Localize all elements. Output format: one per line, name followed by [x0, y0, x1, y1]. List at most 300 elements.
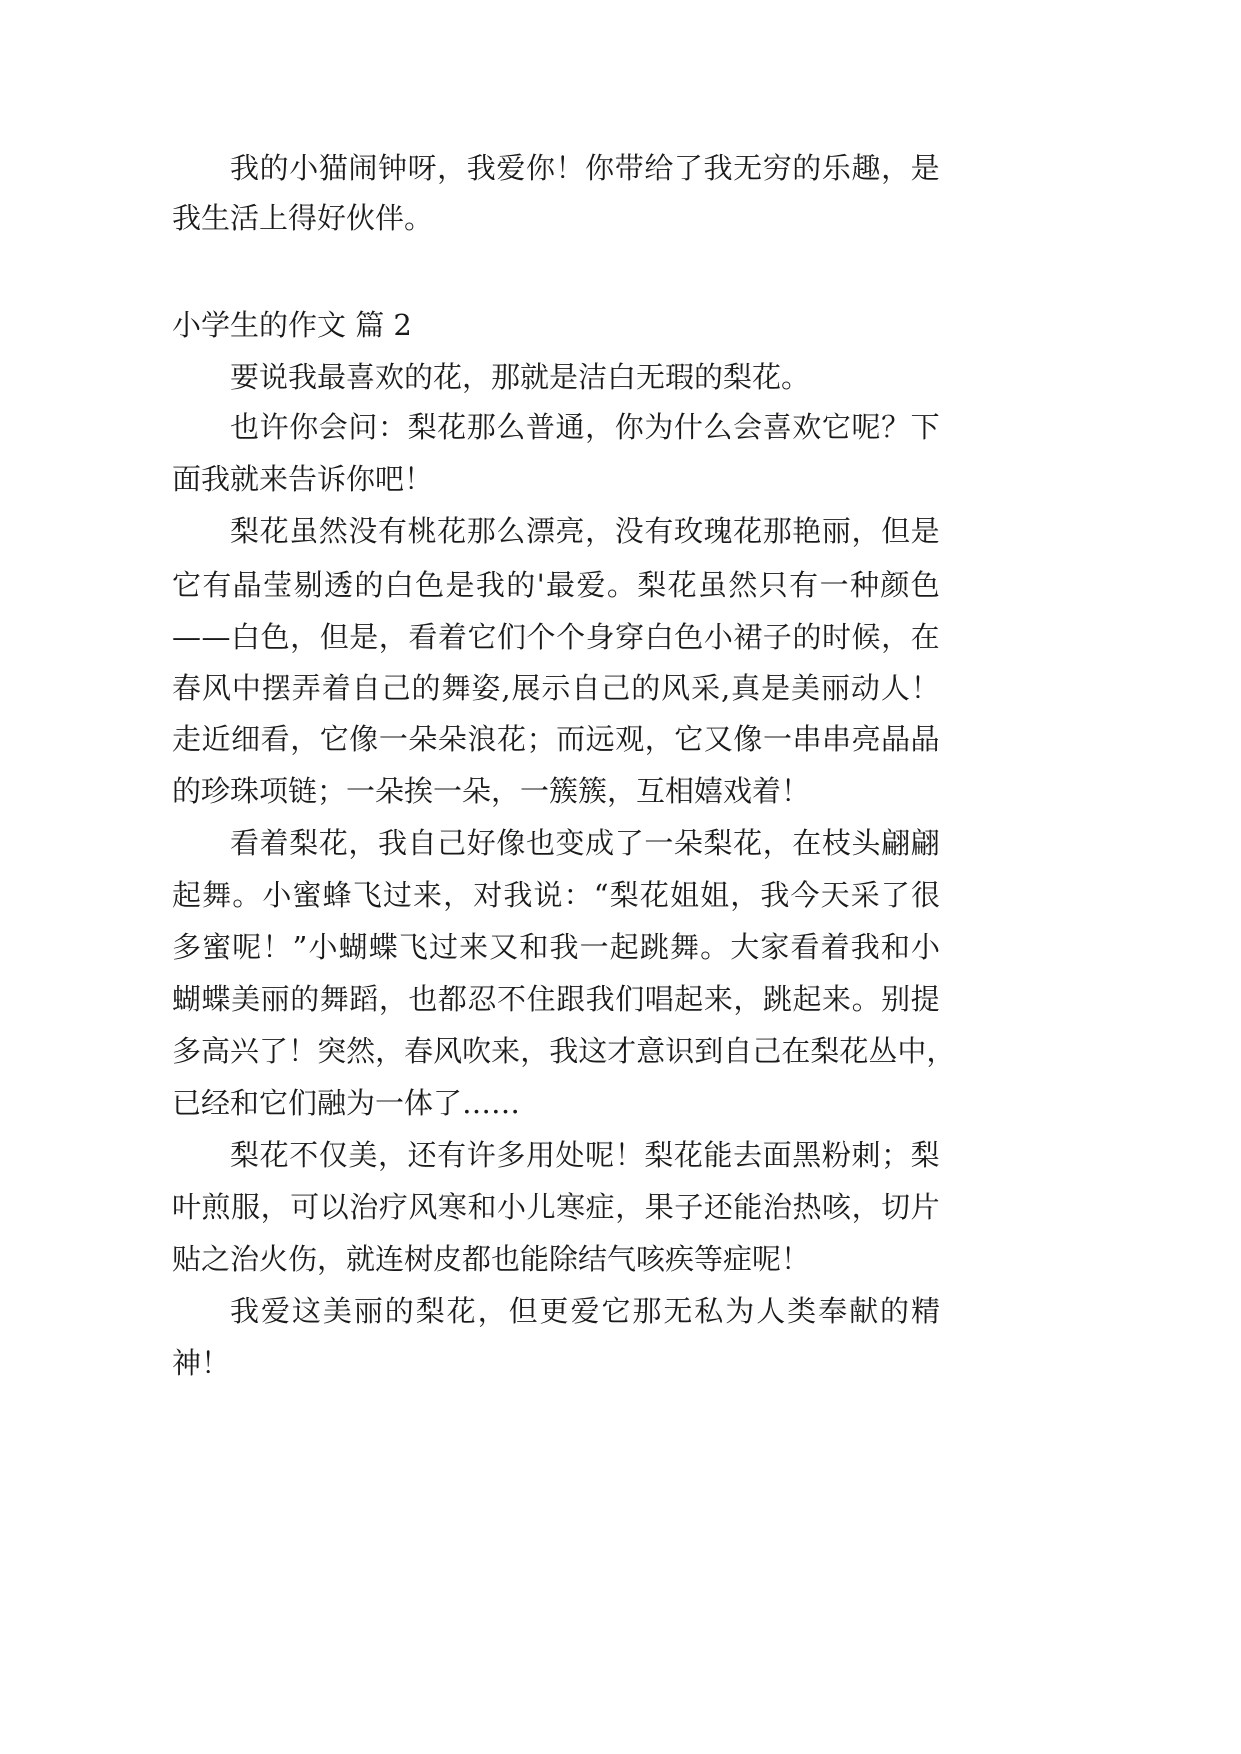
text-glyph: 我 — [475, 568, 505, 602]
text-glyph: 是 — [910, 514, 940, 548]
text-glyph: 风 — [201, 671, 231, 705]
text-glyph: 翩 — [910, 826, 940, 860]
text-glyph: 能 — [703, 1138, 733, 1172]
text-glyph: 什 — [673, 410, 703, 444]
text-glyph: ！ — [614, 1138, 644, 1172]
text-glyph: 这 — [291, 1294, 321, 1328]
paragraph-line — [230, 513, 940, 549]
text-glyph: 唱 — [644, 982, 674, 1016]
text-glyph: 你 — [614, 410, 644, 444]
text-glyph: 时 — [822, 620, 852, 654]
text-glyph: 亮 — [851, 722, 881, 756]
text-glyph: 蝴 — [338, 930, 368, 964]
text-glyph: 有 — [644, 514, 674, 548]
text-glyph: 我 — [466, 151, 496, 185]
text-glyph: 看 — [790, 930, 820, 964]
text-glyph: 一 — [378, 722, 408, 756]
text-glyph: ， — [881, 620, 911, 654]
text-glyph: 舞 — [202, 878, 232, 912]
text-glyph: 风 — [661, 671, 691, 705]
text-glyph: 一 — [644, 826, 674, 860]
paragraph-line — [172, 567, 940, 603]
text-glyph: 舞 — [441, 671, 471, 705]
text-glyph: 色 — [910, 568, 940, 602]
text-glyph: ： — [377, 410, 407, 444]
text-glyph: ， — [348, 826, 378, 860]
text-glyph: 和 — [519, 930, 549, 964]
text-glyph: 梨 — [230, 514, 260, 548]
text-glyph: 朵 — [437, 722, 467, 756]
text-glyph: 白 — [231, 620, 261, 654]
text-glyph: 高 — [201, 1034, 231, 1068]
text-glyph: 蜜 — [202, 930, 232, 964]
text-glyph: 种 — [849, 568, 879, 602]
text-glyph: 的 — [411, 671, 441, 705]
text-glyph: 但 — [881, 514, 911, 548]
text-glyph: 会 — [733, 410, 763, 444]
text-glyph: 漂 — [525, 514, 555, 548]
text-glyph: 它 — [172, 568, 202, 602]
text-glyph: 。 — [851, 982, 881, 1016]
text-glyph: 小 — [308, 930, 338, 964]
text-glyph: 近 — [201, 722, 231, 756]
text-glyph: 可 — [290, 1190, 320, 1224]
text-glyph: 风 — [408, 1190, 438, 1224]
text-glyph: ！ — [262, 930, 292, 964]
text-glyph: 姿 — [471, 671, 501, 705]
text-glyph: 花 — [667, 568, 697, 602]
text-glyph: 了 — [614, 826, 644, 860]
text-glyph: 爱 — [570, 1294, 600, 1328]
text-glyph: 串 — [792, 722, 822, 756]
text-glyph: 透 — [323, 568, 353, 602]
text-glyph: 是 — [761, 671, 791, 705]
text-glyph: 以 — [319, 1190, 349, 1224]
text-glyph: 它 — [674, 722, 704, 756]
text-glyph: 穷 — [762, 151, 792, 185]
text-glyph: 跳 — [639, 930, 669, 964]
text-glyph: 自 — [351, 671, 381, 705]
text-glyph: 像 — [349, 722, 379, 756]
text-glyph: 一 — [579, 930, 609, 964]
text-glyph: 远 — [585, 722, 615, 756]
text-glyph: 还 — [703, 1190, 733, 1224]
text-glyph: 来 — [459, 930, 489, 964]
text-glyph: 小 — [289, 151, 319, 185]
text-glyph: 梨 — [637, 568, 667, 602]
text-glyph: 己 — [437, 826, 467, 860]
text-glyph: 花 — [446, 1294, 476, 1328]
text-glyph: ？ — [881, 410, 911, 444]
text-glyph: 梨 — [609, 878, 639, 912]
text-glyph: 钟 — [377, 151, 407, 185]
text-glyph: 蝴 — [172, 982, 202, 1016]
text-glyph: 然 — [346, 1034, 376, 1068]
text-glyph: 姐 — [669, 878, 699, 912]
text-glyph: ， — [290, 620, 320, 654]
text-glyph: 了 — [673, 151, 703, 185]
text-glyph: 己 — [381, 671, 411, 705]
text-glyph: 我 — [760, 878, 790, 912]
text-glyph: 桃 — [407, 514, 437, 548]
text-glyph: 在 — [781, 1034, 811, 1068]
paragraph-line: 的珍珠项链；一朵挨一朵，一簇簇，互相嬉戏着！ — [172, 774, 811, 808]
text-glyph: 突 — [317, 1034, 347, 1068]
text-glyph: ， — [437, 151, 467, 185]
text-glyph: 梨 — [910, 1138, 940, 1172]
text-glyph: 和 — [880, 930, 910, 964]
text-glyph: 叶 — [172, 1190, 202, 1224]
text-glyph: 跳 — [762, 982, 792, 1016]
text-glyph: 那 — [762, 514, 792, 548]
text-glyph: 是 — [349, 620, 379, 654]
text-glyph: 春 — [172, 671, 202, 705]
text-glyph: 花 — [497, 722, 527, 756]
text-glyph: 中 — [231, 671, 261, 705]
text-glyph: 瑰 — [703, 514, 733, 548]
text-glyph: 爱 — [576, 568, 606, 602]
text-glyph: 丽 — [821, 514, 851, 548]
text-glyph: 爱 — [260, 1294, 290, 1328]
text-glyph: 给 — [644, 151, 674, 185]
text-glyph: 意 — [636, 1034, 666, 1068]
text-glyph: 花 — [733, 514, 763, 548]
text-glyph: 姐 — [700, 878, 730, 912]
text-glyph: 爱 — [496, 151, 526, 185]
text-glyph: 舞 — [669, 930, 699, 964]
text-glyph: 花 — [839, 1034, 869, 1068]
section-heading: 小学生的作文 篇 2 — [172, 308, 412, 342]
text-glyph: 裙 — [733, 620, 763, 654]
text-glyph: 来 — [703, 982, 733, 1016]
text-glyph: 么 — [703, 410, 733, 444]
text-glyph: 色 — [415, 568, 445, 602]
text-glyph: 吹 — [462, 1034, 492, 1068]
text-glyph: 观 — [615, 722, 645, 756]
text-glyph: 有 — [377, 514, 407, 548]
text-glyph: 煎 — [201, 1190, 231, 1224]
text-glyph: 不 — [289, 1138, 319, 1172]
text-glyph: 花 — [437, 410, 467, 444]
text-glyph: 但 — [319, 620, 349, 654]
text-glyph: 还 — [407, 1138, 437, 1172]
text-glyph: , — [501, 671, 511, 705]
text-glyph: 奉 — [818, 1294, 848, 1328]
text-glyph: 动 — [850, 671, 880, 705]
text-glyph: 又 — [489, 930, 519, 964]
text-glyph: 们 — [496, 620, 526, 654]
text-glyph: 你 — [289, 410, 319, 444]
text-glyph: 翩 — [881, 826, 911, 860]
text-glyph: 能 — [733, 1190, 763, 1224]
text-glyph: 会 — [318, 410, 348, 444]
text-glyph: 通 — [555, 410, 585, 444]
text-glyph: 果 — [644, 1190, 674, 1224]
text-glyph: 但 — [508, 1294, 538, 1328]
text-glyph: ； — [881, 1138, 911, 1172]
text-glyph: 是 — [445, 568, 475, 602]
text-glyph: 候 — [851, 620, 881, 654]
text-glyph: 用 — [525, 1138, 555, 1172]
text-glyph: 着 — [259, 826, 289, 860]
text-glyph: ； — [526, 722, 556, 756]
paragraph-line: 要说我最喜欢的花，那就是洁白无瑕的梨花。 — [230, 360, 811, 394]
text-glyph: 自 — [571, 671, 601, 705]
text-glyph: 了 — [880, 878, 910, 912]
text-glyph: 己 — [601, 671, 631, 705]
text-glyph: 我 — [549, 1034, 579, 1068]
text-glyph: 为 — [644, 410, 674, 444]
text-glyph: 梨 — [230, 1138, 260, 1172]
text-glyph: 然 — [318, 514, 348, 548]
text-glyph: 朵 — [408, 722, 438, 756]
text-glyph: 许 — [466, 1138, 496, 1172]
text-glyph: 来 — [413, 878, 443, 912]
paragraph-line — [230, 409, 940, 445]
text-glyph: 的 — [792, 151, 822, 185]
text-glyph: 飞 — [352, 878, 382, 912]
text-glyph: 带 — [614, 151, 644, 185]
text-glyph: 子 — [762, 620, 792, 654]
text-glyph: 是 — [910, 151, 940, 185]
text-glyph: 梨 — [415, 1294, 445, 1328]
text-glyph: 示 — [541, 671, 571, 705]
text-glyph: 有 — [437, 1138, 467, 1172]
text-glyph: 趣 — [851, 151, 881, 185]
text-glyph: 人 — [880, 671, 910, 705]
text-glyph: 来 — [491, 1034, 521, 1068]
text-glyph: 提 — [910, 982, 940, 1016]
text-glyph: 它 — [821, 410, 851, 444]
text-glyph: 精 — [910, 1294, 940, 1328]
text-glyph: 面 — [762, 1138, 792, 1172]
text-glyph: 许 — [259, 410, 289, 444]
text-glyph: 也 — [408, 982, 438, 1016]
text-glyph: ， — [377, 1138, 407, 1172]
text-glyph: 呀 — [407, 151, 437, 185]
text-glyph: 热 — [792, 1190, 822, 1224]
text-glyph: ， — [260, 1190, 290, 1224]
text-glyph: 治 — [349, 1190, 379, 1224]
text-glyph: 看 — [408, 620, 438, 654]
text-glyph: 的 — [506, 568, 536, 602]
text-glyph: 身 — [585, 620, 615, 654]
text-glyph: 的 — [631, 671, 661, 705]
text-glyph: 像 — [733, 722, 763, 756]
text-glyph: 我 — [230, 1294, 260, 1328]
paragraph-line — [172, 929, 940, 965]
text-glyph: ” — [292, 930, 308, 964]
text-glyph: 咳 — [822, 1190, 852, 1224]
text-glyph: 也 — [230, 410, 260, 444]
text-glyph: 了 — [259, 1034, 289, 1068]
text-glyph: 寒 — [556, 1190, 586, 1224]
text-glyph: 然 — [728, 568, 758, 602]
text-glyph: 小 — [497, 1190, 527, 1224]
paragraph-line: 神！ — [172, 1346, 231, 1380]
text-glyph: 丽 — [260, 982, 290, 1016]
text-glyph: 喜 — [762, 410, 792, 444]
text-glyph: ！ — [288, 1034, 318, 1068]
paragraph-line — [230, 825, 940, 861]
text-glyph: 跟 — [556, 982, 586, 1016]
text-glyph: 丛 — [868, 1034, 898, 1068]
text-glyph: 在 — [792, 826, 822, 860]
text-glyph: — — [201, 620, 231, 654]
text-glyph: ， — [520, 1034, 550, 1068]
text-glyph: 丽 — [820, 671, 850, 705]
text-glyph: ： — [563, 878, 593, 912]
paragraph-line: 已经和它们融为一体了…… — [172, 1086, 521, 1120]
text-glyph: 治 — [762, 1190, 792, 1224]
text-glyph: 我 — [585, 982, 615, 1016]
text-glyph: 我 — [850, 930, 880, 964]
text-glyph: 兴 — [230, 1034, 260, 1068]
text-glyph: 采 — [691, 671, 721, 705]
text-glyph: 白 — [644, 620, 674, 654]
text-glyph: 起 — [792, 982, 822, 1016]
text-glyph: ， — [585, 410, 615, 444]
text-glyph: 过 — [428, 930, 458, 964]
text-glyph: 虽 — [698, 568, 728, 602]
text-glyph: 摆 — [261, 671, 291, 705]
text-glyph: 私 — [694, 1294, 724, 1328]
text-glyph: ， — [477, 1294, 507, 1328]
text-glyph: 花 — [437, 514, 467, 548]
text-glyph: 都 — [437, 982, 467, 1016]
text-glyph: 晶 — [232, 568, 262, 602]
text-glyph: 亮 — [555, 514, 585, 548]
text-glyph: ！ — [910, 671, 940, 705]
text-glyph: 献 — [849, 1294, 879, 1328]
text-glyph: ， — [375, 1034, 405, 1068]
text-glyph: 剔 — [293, 568, 323, 602]
text-glyph: 蝶 — [368, 930, 398, 964]
text-glyph: 更 — [539, 1294, 569, 1328]
text-glyph: 晶 — [881, 722, 911, 756]
text-glyph: 看 — [260, 722, 290, 756]
text-glyph: 乐 — [821, 151, 851, 185]
text-glyph: 过 — [382, 878, 412, 912]
text-glyph: 普 — [525, 410, 555, 444]
text-glyph: 美 — [322, 1294, 352, 1328]
text-glyph: 寒 — [437, 1190, 467, 1224]
paragraph-line — [172, 1033, 956, 1069]
text-glyph: 。 — [232, 878, 262, 912]
text-glyph: 家 — [760, 930, 790, 964]
text-glyph: 蹈 — [349, 982, 379, 1016]
paragraph-line — [172, 619, 940, 655]
text-glyph: 看 — [230, 826, 260, 860]
text-glyph: 展 — [511, 671, 541, 705]
text-glyph: 美 — [348, 1138, 378, 1172]
text-glyph: 人 — [756, 1294, 786, 1328]
text-glyph: 成 — [585, 826, 615, 860]
text-glyph: 不 — [497, 982, 527, 1016]
text-glyph: 才 — [607, 1034, 637, 1068]
text-glyph: 舞 — [319, 982, 349, 1016]
text-glyph: 粉 — [821, 1138, 851, 1172]
text-glyph: 的 — [880, 1294, 910, 1328]
text-glyph: 美 — [791, 671, 821, 705]
text-glyph: 己 — [752, 1034, 782, 1068]
text-glyph: 小 — [910, 930, 940, 964]
text-glyph: 自 — [723, 1034, 753, 1068]
text-glyph: 小 — [262, 878, 292, 912]
text-glyph: ， — [881, 151, 911, 185]
text-glyph: 那 — [466, 410, 496, 444]
text-glyph: 虽 — [289, 514, 319, 548]
text-glyph: 花 — [259, 514, 289, 548]
text-glyph: 飞 — [398, 930, 428, 964]
text-glyph: 服 — [231, 1190, 261, 1224]
text-glyph: 艳 — [792, 514, 822, 548]
text-glyph: 色 — [260, 620, 290, 654]
text-glyph: ！ — [555, 151, 585, 185]
text-glyph: 它 — [601, 1294, 631, 1328]
text-glyph: 呢 — [232, 930, 262, 964]
text-glyph: ， — [851, 1190, 881, 1224]
text-glyph: ， — [730, 878, 760, 912]
text-glyph: 梨 — [703, 826, 733, 860]
text-glyph: 们 — [615, 982, 645, 1016]
text-glyph: 玫 — [673, 514, 703, 548]
text-glyph: ， — [443, 878, 473, 912]
text-glyph: 我 — [503, 878, 533, 912]
text-glyph: ， — [926, 1034, 956, 1068]
text-glyph: 蜜 — [292, 878, 322, 912]
text-glyph: 处 — [555, 1138, 585, 1172]
text-glyph: 弄 — [291, 671, 321, 705]
text-glyph: “ — [593, 878, 609, 912]
text-glyph: 去 — [733, 1138, 763, 1172]
text-glyph: 像 — [496, 826, 526, 860]
text-glyph: 天 — [820, 878, 850, 912]
text-glyph: 今 — [790, 878, 820, 912]
text-glyph: 你 — [525, 151, 555, 185]
text-glyph: 好 — [466, 826, 496, 860]
text-glyph: 有 — [789, 568, 819, 602]
text-glyph: 着 — [437, 620, 467, 654]
text-glyph: 。 — [606, 568, 636, 602]
text-glyph: 大 — [730, 930, 760, 964]
text-glyph: 花 — [733, 826, 763, 860]
text-glyph: 梨 — [644, 1138, 674, 1172]
paragraph-line: 贴之治火伤，就连树皮都也能除结气咳疾等症呢！ — [172, 1242, 811, 1276]
text-glyph: 和 — [467, 1190, 497, 1224]
text-glyph: 无 — [663, 1294, 693, 1328]
text-glyph: 小 — [703, 620, 733, 654]
text-glyph: ， — [733, 982, 763, 1016]
text-glyph: 闹 — [348, 151, 378, 185]
text-glyph: ， — [378, 620, 408, 654]
text-glyph: 中 — [897, 1034, 927, 1068]
text-glyph: 着 — [321, 671, 351, 705]
text-glyph: 而 — [556, 722, 586, 756]
text-glyph: 梨 — [407, 410, 437, 444]
text-glyph: 最 — [546, 568, 576, 602]
text-glyph: 花 — [673, 1138, 703, 1172]
text-glyph: 多 — [496, 1138, 526, 1172]
text-glyph: 对 — [473, 878, 503, 912]
text-glyph: 。 — [700, 930, 730, 964]
text-glyph: ， — [585, 514, 615, 548]
text-glyph: 到 — [694, 1034, 724, 1068]
text-glyph: 说 — [533, 878, 563, 912]
text-glyph: 儿 — [526, 1190, 556, 1224]
text-glyph: 么 — [496, 514, 526, 548]
text-glyph: 来 — [822, 982, 852, 1016]
